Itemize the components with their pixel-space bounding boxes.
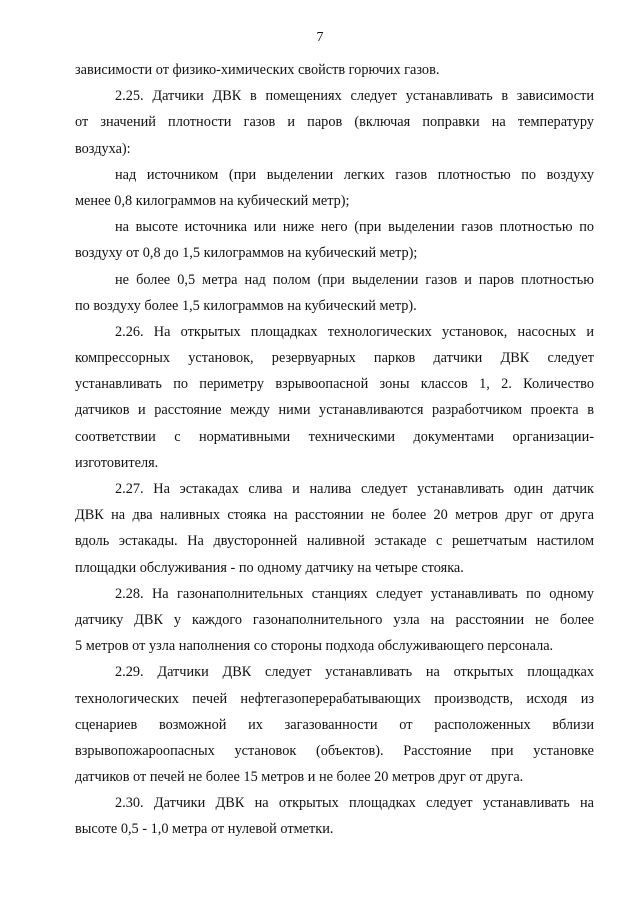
text-line: зависимости от физико-химических свойств горючих газов. [75, 62, 440, 78]
text-line: 2.28. На газонаполнительных станциях следует устанавливать по одному [115, 585, 594, 602]
text-line: соответствии с нормативными техническими документами организации- [75, 428, 594, 445]
text-line: вдоль эстакады. На двусторонней наливной эстакаде с решетчатым настилом [75, 533, 594, 550]
text-line: площадки обслуживания - по одному датчику на четыре стояка. [75, 559, 464, 576]
text-line: высоте 0,5 - 1,0 метра от нулевой отметки. [75, 821, 334, 838]
text-line: 2.27. На эстакадах слива и налива следует устанавливать один датчик [115, 481, 594, 497]
text-line: 2.30. Датчики ДВК на открытых площадках следует устанавливать на [115, 795, 594, 812]
text-line: не более 0,5 метра над полом (при выделении газов и паров плотностью [115, 271, 594, 288]
text-line: 2.26. На открытых площадках технологических установок, насосных и [115, 323, 594, 340]
text-line: взрывопожароопасных установок (объектов). Расстояние при установке [75, 742, 594, 759]
text-line: 2.25. Датчики ДВК в помещениях следует устанавливать в зависимости [115, 88, 594, 105]
text-line: над источником (при выделении легких газов плотностью по воздуху [115, 166, 594, 183]
text-line: 5 метров от узла наполнения со стороны подхода обслуживающего персонала. [75, 638, 554, 655]
text-line: 2.29. Датчики ДВК следует устанавливать на открытых площадках [115, 664, 594, 681]
text-line: датчику ДВК у каждого газонаполнительного узла на расстоянии не более [75, 611, 594, 628]
document-body [75, 57, 594, 843]
text-line: на высоте источника или ниже него (при выделении газов плотностью по [115, 219, 594, 236]
text-line: сценариев возможной их загазованности от расположенных вблизи [75, 716, 594, 733]
text-line: датчиков от печей не более 15 метров и не более 20 метров друг от друга. [75, 769, 524, 786]
text-line: ДВК на два наливных стояка на расстоянии не более 20 метров друг от друга [75, 507, 594, 524]
page-number: 7 [316, 30, 324, 45]
text-line: компрессорных установок, резервуарных парков датчики ДВК следует [75, 350, 594, 367]
text-line: устанавливать по периметру взрывоопасной зоны классов 1, 2. Количество [75, 376, 594, 393]
text-line: датчиков и расстояние между ними устанавливаются разработчиком проекта в [75, 402, 594, 419]
text-line: по воздуху более 1,5 килограммов на кубический метр). [75, 297, 417, 314]
text-line: изготовителя. [75, 454, 159, 471]
text-line: воздуха): [75, 140, 131, 157]
text-line: менее 0,8 килограммов на кубический метр); [75, 192, 350, 209]
text-line: от значений плотности газов и паров (включая поправки на температуру [75, 114, 594, 131]
text-line: технологических печей нефтегазоперерабатывающих производств, исходя из [75, 690, 594, 707]
text-line: воздуху от 0,8 до 1,5 килограммов на кубический метр); [75, 245, 418, 262]
